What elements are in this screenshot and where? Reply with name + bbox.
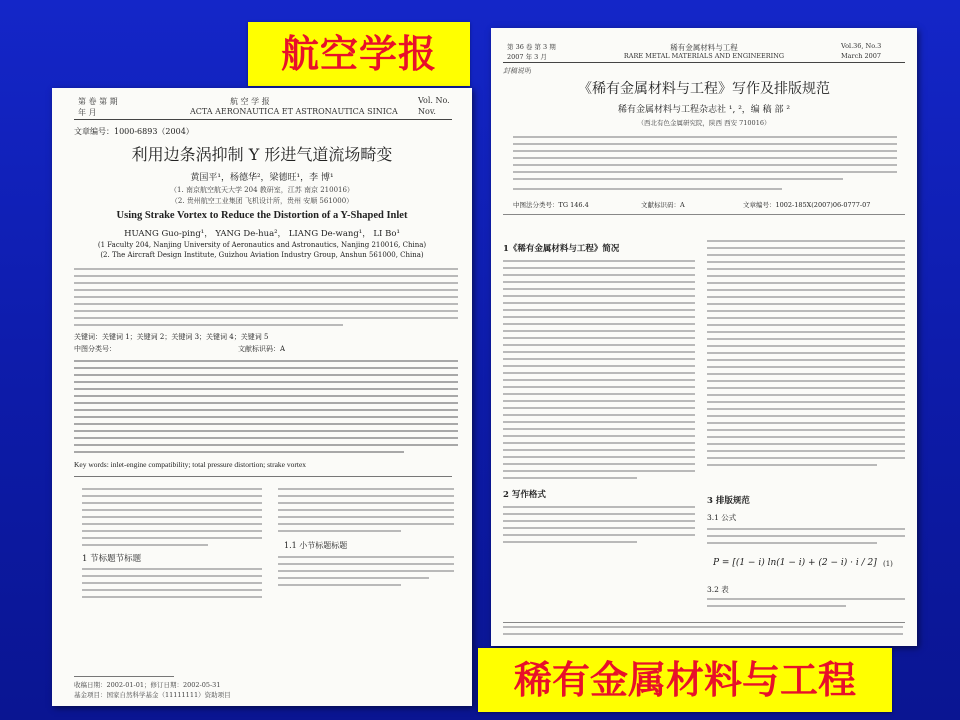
- document-page-left: [52, 88, 472, 706]
- abstract-cn-body: [74, 268, 458, 331]
- authors-cn: 黄国平¹，杨德华²，梁德旺¹，李 博¹: [190, 173, 334, 183]
- column-tag: 封稿说明: [503, 67, 531, 75]
- affiliation-cn-2: （2. 贵州航空工业集团 飞机设计所，贵州 安顺 561000）: [170, 197, 354, 205]
- body-column-2-intro: [278, 488, 454, 537]
- right-column-top-body: [707, 240, 905, 471]
- article-title-cn: 利用边条涡抑制 Y 形进气道流场畸变: [131, 145, 393, 164]
- body-column-1-intro: [82, 488, 262, 551]
- footnotes-body: [503, 626, 903, 640]
- clc-label-left: 中图分类号：: [74, 345, 116, 353]
- affiliation-cn-1: （1. 南京航空航天大学 204 教研室，江苏 南京 210016）: [170, 186, 354, 194]
- document-code-left: 文献标识码：A: [238, 345, 286, 353]
- authors: 稀有金属材料与工程杂志社 ¹, ²，编 稿 部 ²: [618, 105, 790, 115]
- header-rule: [74, 119, 452, 120]
- affiliation-en-1: (1 Faculty 204, Nanjing University of Aeronautics and Astronautics, Nanjing 210016, China): [97, 241, 427, 249]
- section-heading-2: 2 写作格式: [503, 490, 546, 500]
- document-page-right: [491, 28, 917, 646]
- header-vol-en: Vol.36, No.3: [841, 42, 882, 50]
- header-year-month: 年 月: [78, 108, 97, 117]
- section-1-body: [503, 260, 695, 484]
- section-heading-left: 1 节标题节标题: [82, 554, 142, 564]
- footnote-rule: [74, 676, 174, 677]
- abstract-rule: [74, 476, 452, 477]
- article-title: 《稀有金属材料与工程》写作及排版规范: [578, 81, 830, 97]
- subsection-heading-3-1: 3.1 公式: [707, 513, 737, 522]
- formula: P = [(1 − i) ln(1 − i) + (2 − i) · i / 2]: [713, 558, 877, 568]
- section-heading-1: 1《稀有金属材料与工程》简况: [503, 244, 620, 254]
- header-rule: [503, 62, 905, 63]
- section-heading-3: 3 排版规范: [707, 496, 750, 506]
- article-number: 文章编号：1002-185X(2007)06-0777-07: [743, 201, 871, 209]
- header-vol-cn: 第 36 卷 第 3 期: [507, 43, 556, 51]
- subsection-heading-left: 1.1 小节标题标题: [284, 541, 348, 550]
- abstract-body: [513, 136, 897, 185]
- article-title-en: Using Strake Vortex to Reduce the Distortion of a Y-Shaped Inlet: [116, 210, 408, 221]
- footnote-rule: [503, 622, 905, 623]
- subsection-3-2-body: [707, 598, 905, 612]
- footnote-funding: 基金项目：国家自然科学基金（11111111）资助项目: [74, 691, 231, 699]
- header-year-cn: 2007 年 3 月: [507, 53, 547, 61]
- authors-en: HUANG Guo-ping¹， YANG De-hua²， LIANG De-wang¹， LI Bo¹: [124, 229, 400, 239]
- keywords-en: Key words: inlet-engine compatibility; total pressure distortion; strake vortex: [74, 460, 307, 469]
- affiliation: （西北有色金属研究院，陕西 西安 710016）: [637, 119, 771, 127]
- header-journal-en: RARE METAL MATERIALS AND ENGINEERING: [623, 52, 785, 60]
- banner-title-aeronautica: 航空学报: [248, 22, 470, 86]
- clc-number: 中图法分类号：TG 146.4: [513, 201, 589, 209]
- header-journal-cn: 稀有金属材料与工程: [670, 43, 738, 52]
- abstract-en-body: [74, 360, 458, 458]
- article-number: 文章编号：1000-6893（2004）: [74, 127, 194, 136]
- affiliation-en-2: (2. The Aircraft Design Institute, Guizhou Aviation Industry Group, Anshun 561000, China): [100, 251, 424, 259]
- footnote-received: 收稿日期：2002-01-01；修订日期：2002-05-31: [74, 681, 221, 689]
- keywords-cn: 关键词：关键词 1；关键词 2；关键词 3；关键词 4；关键词 5: [74, 333, 269, 341]
- subsection-heading-3-2: 3.2 表: [707, 585, 729, 594]
- body-column-1-text: [82, 568, 262, 603]
- formula-number: (1): [883, 560, 893, 568]
- banner-title-rare-metal: 稀有金属材料与工程: [478, 648, 892, 712]
- header-date-en: March 2007: [841, 52, 882, 60]
- header-journal-en: ACTA AERONAUTICA ET ASTRONAUTICA SINICA: [190, 107, 398, 116]
- keywords-line: [513, 188, 897, 195]
- header-date: Nov.: [418, 107, 436, 116]
- header-vol: Vol. No.: [418, 96, 450, 105]
- header-journal-cn: 航 空 学 报: [230, 97, 270, 106]
- section-2-body: [503, 506, 695, 548]
- body-column-2-text: [278, 556, 454, 591]
- document-code: 文献标识码：A: [641, 201, 685, 209]
- header-volume-issue: 第 卷 第 期: [78, 97, 118, 106]
- abstract-rule: [503, 214, 905, 215]
- subsection-3-1-body: [707, 528, 905, 549]
